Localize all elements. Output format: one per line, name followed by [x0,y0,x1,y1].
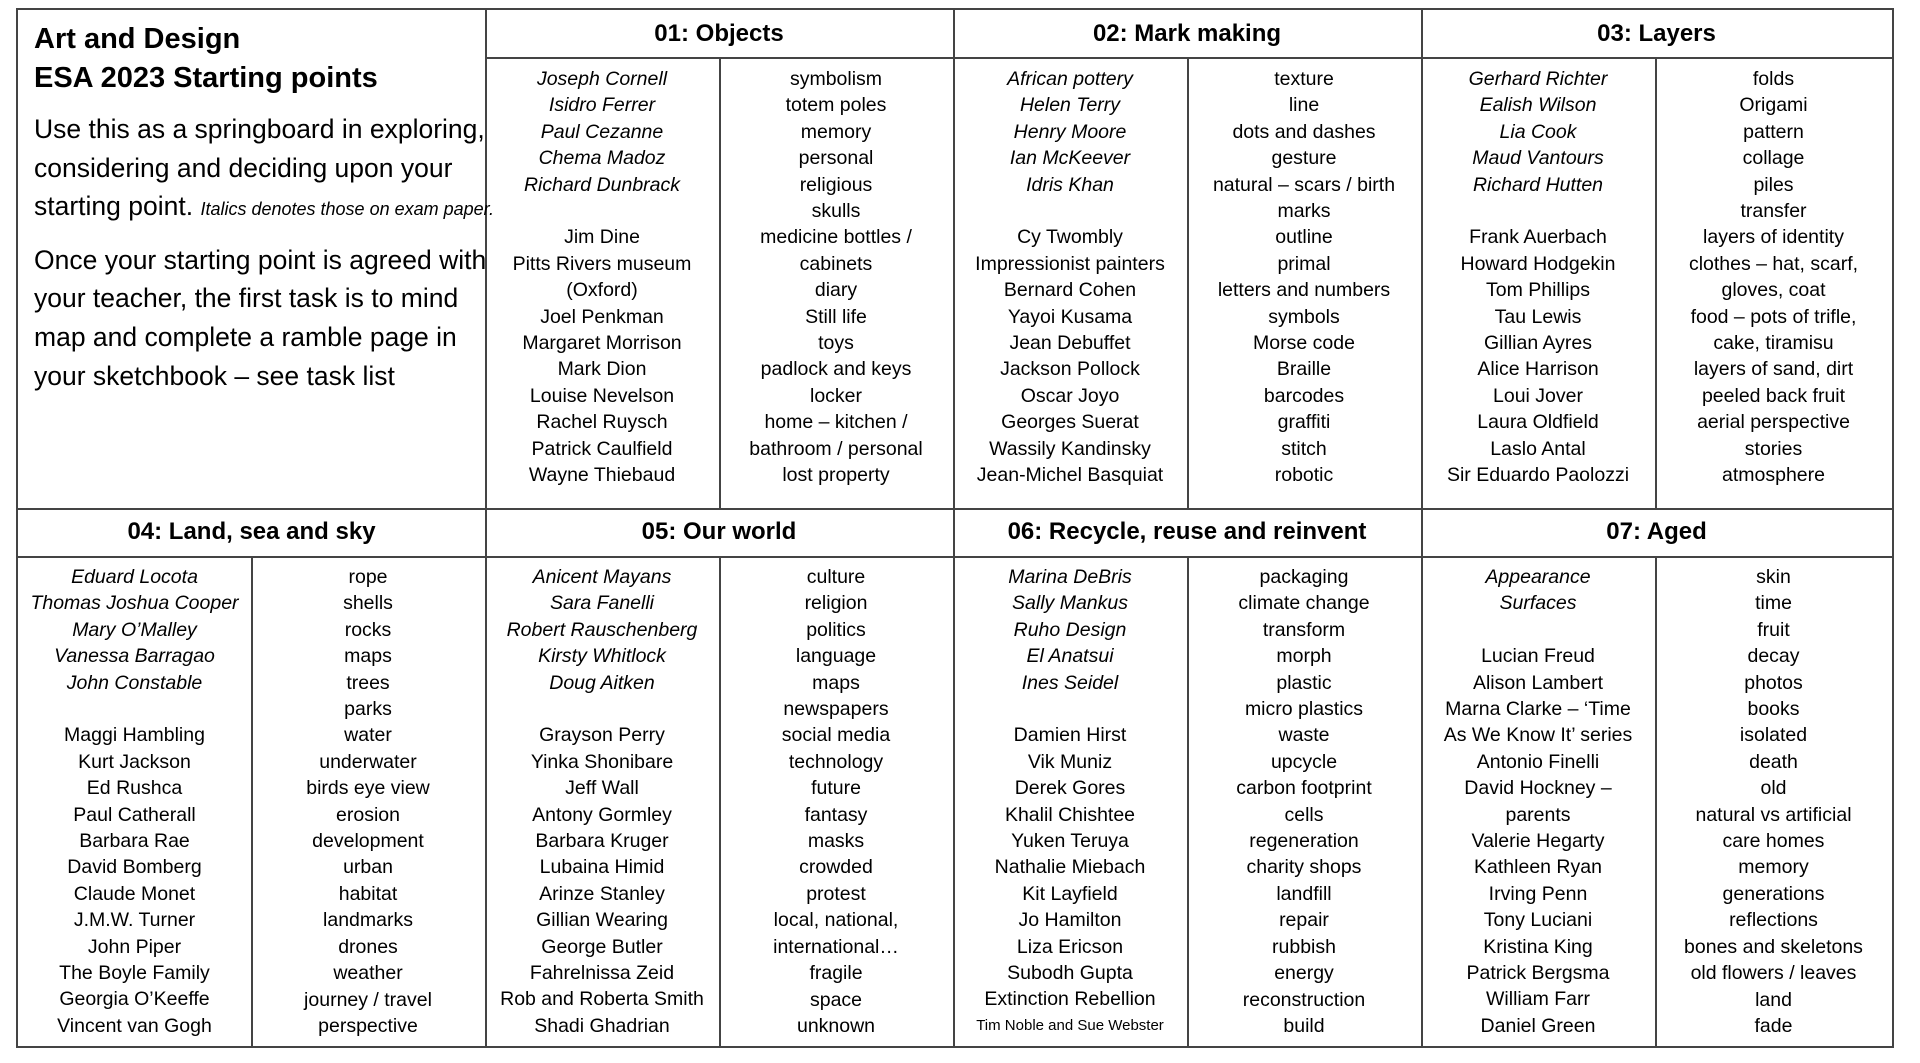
artist-name: Paul Catherall [73,803,196,826]
theme-word: memory [800,120,872,143]
themes-list [719,66,953,489]
theme-word: reconstruction [1242,988,1366,1011]
artist-name: Arinze Stanley [539,882,665,905]
artist-name: Vanessa Barragao [54,645,215,668]
section-title: 01: Objects [654,19,784,47]
artists-list [1421,564,1655,1039]
artist-name: Joel Penkman [540,305,664,328]
artist-name: Gillian Ayres [1483,332,1593,355]
theme-word: crowded [799,856,873,879]
artist-name: Valerie Hegarty [1471,830,1605,853]
artist-name: Wayne Thiebaud [528,464,676,487]
theme-word: carbon footprint [1236,777,1372,800]
artist-name: Gerhard Richter [1468,68,1608,90]
intro-subtitle: ESA 2023 Starting points [34,62,378,94]
theme-word: waste [1278,724,1330,747]
artist-name: Vik Muniz [1027,750,1113,773]
theme-word: local, national, [773,909,899,932]
artist-name: The Boyle Family [59,962,210,985]
artist-name: John Piper [87,935,182,958]
artist-name: Appearance [1485,566,1591,588]
theme-word: unknown [796,1014,876,1037]
theme-word: rope [348,566,388,588]
theme-word: politics [806,618,866,641]
artist-name: Jim Dine [564,226,640,249]
artist-name: Ian McKeever [1009,147,1131,170]
artist-name: Loui Jover [1493,384,1583,407]
theme-word: culture [806,566,866,588]
theme-word: natural – scars / birth [1212,173,1396,196]
intro-paragraph [34,110,494,229]
artist-name: Kristina King [1483,935,1593,958]
theme-word: future [811,777,861,800]
theme-word: books [1747,698,1800,721]
theme-word: isolated [1739,724,1808,747]
theme-word: social media [781,724,891,747]
theme-word: bathroom / personal [749,437,923,460]
theme-word: barcodes [1263,384,1345,407]
theme-word: marks [1277,200,1331,223]
theme-word: toys [818,332,854,355]
theme-word: skin [1756,566,1791,588]
theme-word: religious [799,173,873,196]
spacer [485,696,719,722]
theme-word: rubbish [1272,935,1336,958]
artist-name: Khalil Chishtee [1004,803,1136,826]
artists-list [18,564,251,1039]
artist-name: Chema Madoz [538,147,666,170]
theme-word: fruit [1757,618,1790,641]
artist-name: Kathleen Ryan [1474,856,1602,879]
artist-name: Liza Ericson [1016,935,1124,958]
artist-name: Laura Oldfield [1477,411,1599,434]
artist-name: David Hockney – [1464,777,1612,800]
row-divider [18,556,1892,558]
artist-name: John Constable [66,671,203,694]
artists-list [485,66,719,488]
theme-word: climate change [1238,592,1370,615]
artist-name: Lubaina Himid [539,856,665,879]
theme-word: primal [1277,252,1331,275]
theme-word: underwater [319,750,417,773]
artist-name: Oscar Joyo [1020,384,1120,407]
spacer [1421,617,1655,643]
artist-name: Marina DeBris [1008,566,1132,588]
artist-name: Richard Dunbrack [523,173,681,196]
theme-word: old [1760,777,1787,800]
artist-name: Jean Debuffet [1009,332,1131,355]
theme-word: robotic [1274,464,1334,487]
theme-word: packaging [1259,566,1349,588]
theme-word: international… [773,935,899,958]
artist-name: Rachel Ruysch [536,411,668,434]
theme-word: skulls [811,200,861,223]
artist-name: William Farr [1486,988,1590,1011]
theme-word: fragile [809,962,863,985]
theme-word: reflections [1729,909,1818,932]
artist-name: J.M.W. Turner [73,909,196,932]
theme-word: build [1283,1014,1325,1037]
theme-word: fantasy [804,803,868,826]
artist-name: Kirsty Whitlock [538,645,666,668]
artist-name: Georgia O’Keeffe [59,988,210,1011]
theme-word: Origami [1739,94,1808,117]
artist-name: Margaret Morrison [522,332,682,355]
theme-word: cabinets [799,252,873,275]
artists-list [1421,66,1655,488]
theme-word: natural vs artificial [1695,803,1852,826]
theme-word: charity shops [1246,856,1362,879]
artist-name: Tom Phillips [1485,279,1591,302]
artist-name: Gillian Wearing [536,909,668,932]
artist-name: Barbara Kruger [535,830,669,853]
theme-word: cake, tiramisu [1713,332,1834,355]
themes-list [1187,564,1421,1039]
theme-word: parks [344,698,392,721]
theme-word: old flowers / leaves [1690,962,1857,985]
artist-name: Henry Moore [1013,120,1127,143]
artist-name: Maud Vantours [1472,147,1604,170]
artist-name: Sara Fanelli [549,592,655,615]
theme-word: shells [343,592,393,615]
theme-word: maps [344,645,392,668]
artist-name: Sally Mankus [1012,592,1128,615]
artist-name: Vincent van Gogh [57,1014,212,1037]
themes-list [251,564,485,1039]
artist-name: Jeff Wall [565,777,639,800]
artist-name: Thomas Joshua Cooper [30,592,239,615]
section-title: 06: Recycle, reuse and reinvent [1007,518,1367,545]
theme-word: land [1755,988,1792,1011]
artist-name: Georges Suerat [1001,411,1139,434]
theme-word: home – kitchen / [764,411,908,434]
spacer [953,198,1187,224]
theme-word: landmarks [323,909,413,932]
theme-word: erosion [336,803,400,826]
artist-name: Ruho Design [1013,618,1127,641]
theme-word: padlock and keys [760,358,912,381]
artist-name: Robert Rauschenberg [506,618,698,641]
artist-name: Alice Harrison [1477,358,1599,381]
spacer [1421,198,1655,224]
themes-list [1655,66,1892,489]
artist-name: Laslo Antal [1490,437,1586,460]
theme-word: memory [1738,856,1809,879]
artist-name: Lucian Freud [1481,645,1595,668]
theme-word: symbols [1268,305,1340,328]
artist-name: parents [1505,803,1571,826]
artist-name: Mark Dion [557,358,647,381]
section-title: 02: Mark making [1092,19,1282,47]
theme-word: urban [343,856,393,879]
starting-points-table [16,8,1894,1048]
artist-name: Bernard Cohen [1003,279,1137,302]
theme-word: line [1288,94,1320,117]
theme-word: development [312,830,424,853]
theme-word: peeled back fruit [1701,384,1846,407]
section-title: 07: Aged [1606,518,1707,545]
theme-word: trees [346,671,390,694]
theme-word: decay [1747,645,1800,668]
artists-list [953,564,1187,1039]
theme-word: clothes – hat, scarf, [1688,252,1859,275]
theme-word: care homes [1722,830,1825,853]
theme-word: transform [1262,618,1346,641]
theme-word: lost property [782,464,890,487]
italics-note: Italics denotes those on exam paper. [200,199,494,220]
theme-word: weather [333,962,403,985]
theme-word: gloves, coat [1721,279,1826,302]
theme-word: totem poles [785,94,887,117]
artist-name: Joseph Cornell [536,68,668,90]
theme-word: protest [806,882,866,905]
artist-name: Sir Eduardo Paolozzi [1446,464,1630,487]
artist-name: Richard Hutten [1472,173,1604,196]
artist-name: Helen Terry [1019,94,1121,117]
artist-name: Cy Twombly [1017,226,1123,249]
theme-word: regeneration [1249,830,1359,853]
artist-name: Tim Noble and Sue Webster [976,1016,1164,1034]
theme-word: language [795,645,877,668]
theme-word: plastic [1276,671,1332,694]
section-title: 05: Our world [641,518,797,545]
theme-word: folds [1752,68,1795,90]
artist-name: Impressionist painters [975,252,1165,275]
theme-word: habitat [338,882,398,905]
artist-name: George Butler [541,935,663,958]
theme-word: newspapers [783,698,889,721]
artist-name: Pitts Rivers museum [512,252,692,275]
artist-name: Anicent Mayans [532,566,672,588]
section-title: 04: Land, sea and sky [127,518,376,545]
artist-name: Antony Gormley [532,803,672,826]
artist-name: Nathalie Miebach [994,856,1146,879]
theme-word: piles [1753,173,1794,196]
theme-word: symbolism [789,68,883,90]
artist-name: Surfaces [1499,592,1577,615]
artist-name: Doug Aitken [549,671,655,694]
theme-word: drones [338,935,398,958]
artist-name: Maggi Hambling [64,724,205,747]
artist-name: Shadi Ghadrian [534,1014,670,1037]
artist-name: Ed Rushca [86,777,183,800]
theme-word: upcycle [1270,750,1338,773]
artist-name: Grayson Perry [539,724,665,747]
spacer [485,198,719,224]
artist-name: Kurt Jackson [78,750,191,773]
artist-name: Frank Auerbach [1469,226,1607,249]
artist-name: Jean-Michel Basquiat [976,464,1164,487]
theme-word: perspective [318,1014,418,1037]
artist-name: Daniel Green [1480,1014,1596,1037]
artist-name: Barbara Rae [79,830,190,853]
theme-word: transfer [1740,200,1807,223]
artist-name: Ealish Wilson [1479,94,1597,117]
theme-word: journey / travel [304,988,432,1011]
theme-word: water [344,724,392,747]
artist-name: Isidro Ferrer [548,94,656,117]
artist-name: Howard Hodgekin [1460,252,1616,275]
theme-word: letters and numbers [1217,279,1391,302]
theme-word: generations [1722,882,1825,905]
theme-word: Still life [805,305,867,328]
theme-word: Morse code [1253,332,1355,355]
theme-word: repair [1279,909,1329,932]
artist-name: Jo Hamilton [1018,909,1122,932]
theme-word: rocks [344,618,392,641]
theme-word: energy [1274,962,1334,985]
artist-name: African pottery [1007,68,1133,90]
theme-word: fade [1754,1014,1793,1037]
artist-name: David Bomberg [67,856,202,879]
theme-word: graffiti [1277,411,1331,434]
theme-word: outline [1275,226,1333,249]
theme-word: locker [809,384,863,407]
artist-name: (Oxford) [566,279,638,302]
themes-list [1655,564,1892,1039]
artist-name: El Anatsui [1026,645,1114,668]
intro-title: Art and Design [34,23,241,55]
theme-word: atmosphere [1722,464,1825,487]
themes-list [719,564,953,1039]
artist-name: Louise Nevelson [529,384,675,407]
artist-name: Yuken Teruya [1011,830,1129,853]
theme-word: birds eye view [306,777,430,800]
artist-name: Claude Monet [73,882,196,905]
theme-word: gesture [1271,147,1337,170]
theme-word: time [1755,592,1792,615]
theme-word: personal [798,147,874,170]
artist-name: Extinction Rebellion [984,988,1156,1011]
artist-name: Tony Luciani [1483,909,1593,932]
theme-word: technology [788,750,884,773]
theme-word: texture [1274,68,1334,90]
theme-word: medicine bottles / [760,226,912,249]
section-title: 03: Layers [1597,19,1716,47]
theme-word: collage [1742,147,1805,170]
theme-word: morph [1276,645,1332,668]
intro-instructions: Once your starting point is agreed with your teacher, the first task is to mind map and complete a ramble page in your sketchbook – see task list [34,244,487,391]
row-divider [485,57,1892,59]
spacer [953,696,1187,722]
spacer [18,696,251,722]
artists-list [953,66,1187,488]
artist-name: Eduard Locota [71,566,198,588]
artist-name: Alison Lambert [1472,671,1604,694]
artist-name: Fahrelnissa Zeid [529,962,675,985]
theme-word: layers of identity [1703,226,1844,249]
theme-word: Braille [1276,358,1332,381]
artist-name: Damien Hirst [1013,724,1127,747]
theme-word: space [809,988,863,1011]
artist-name: Marna Clarke – ‘Time [1445,698,1631,721]
artist-name: Wassily Kandinsky [989,437,1151,460]
theme-word: stories [1744,437,1803,460]
theme-word: cells [1284,803,1324,826]
theme-word: food – pots of trifle, [1690,305,1857,328]
artist-name: Paul Cezanne [540,120,664,143]
intro-panel [34,20,494,395]
artist-name: As We Know It’ series [1443,724,1633,747]
theme-word: maps [812,671,860,694]
theme-word: masks [807,830,865,853]
artist-name: Jackson Pollock [1000,358,1140,381]
theme-word: photos [1744,671,1803,694]
artist-name: Ines Seidel [1021,671,1119,694]
artist-name: Patrick Bergsma [1466,962,1610,985]
theme-word: pattern [1743,120,1804,143]
artist-name: Patrick Caulfield [531,437,673,460]
artist-name: Idris Khan [1026,173,1114,196]
theme-word: aerial perspective [1697,411,1850,434]
theme-word: bones and skeletons [1684,935,1863,958]
artist-name: Irving Penn [1488,882,1588,905]
theme-word: death [1749,750,1798,773]
intro-paragraph-text: Use this as a springboard in exploring, considering and deciding upon your starting point. [34,114,485,222]
theme-word: micro plastics [1244,698,1364,721]
artist-name: Rob and Roberta Smith [500,988,704,1011]
theme-word: religion [804,592,868,615]
theme-word: landfill [1276,882,1332,905]
theme-word: dots and dashes [1232,120,1376,143]
artist-name: Yayoi Kusama [1007,305,1133,328]
theme-word: stitch [1281,437,1327,460]
artist-name: Subodh Gupta [1007,962,1133,985]
artist-name: Yinka Shonibare [530,750,674,773]
artist-name: Mary O’Malley [72,618,197,641]
artist-name: Lia Cook [1499,120,1577,143]
artist-name: Kit Layfield [1022,882,1118,905]
themes-list [1187,66,1421,489]
artist-name: Derek Gores [1014,777,1126,800]
artist-name: Antonio Finelli [1476,750,1600,773]
artist-name: Tau Lewis [1494,305,1582,328]
theme-word: layers of sand, dirt [1693,358,1854,381]
theme-word: diary [814,279,858,302]
artists-list [485,564,719,1039]
